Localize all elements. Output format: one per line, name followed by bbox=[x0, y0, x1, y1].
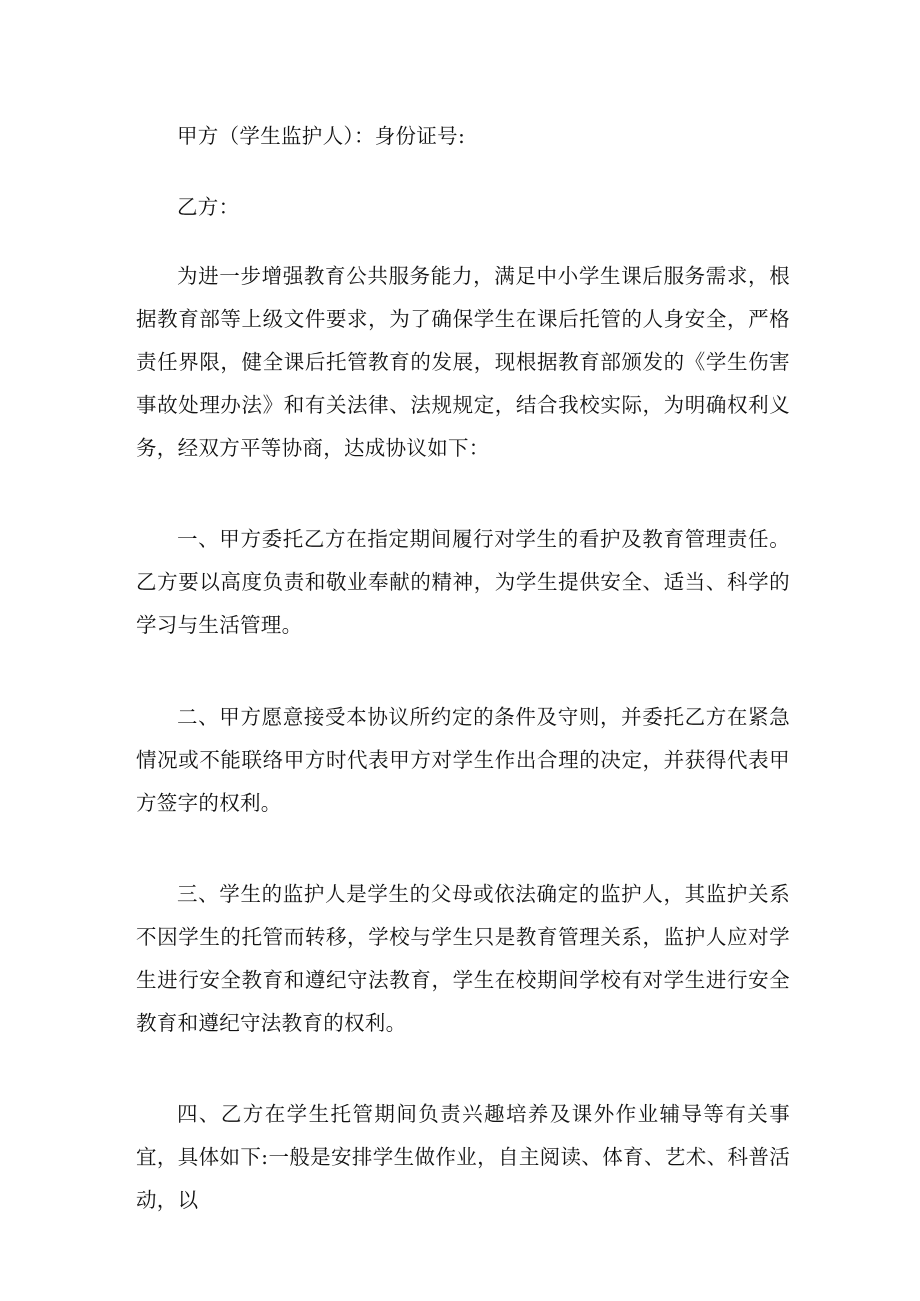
clause-4-paragraph: 四、乙方在学生托管期间负责兴趣培养及课外作业辅导等有关事宜，具体如下:一般是安排学生做作业，自主阅读、体育、艺术、科普活动，以 bbox=[136, 1102, 790, 1212]
clause-3-paragraph: 三、学生的监护人是学生的父母或依法确定的监护人，其监护关系不因学生的托管而转移，学校与学生只是教育管理关系，监护人应对学生进行安全教育和遵纪守法教育，学生在校期间学校有对学生进行安全教育和遵纪守法教育的权利。 bbox=[136, 882, 790, 1035]
intro-paragraph: 为进一步增强教育公共服务能力，满足中小学生课后服务需求，根据教育部等上级文件要求，为了确保学生在课后托管的人身安全，严格责任界限，健全课后托管教育的发展，现根据教育部颁发的《学生伤害事故处理办法》和有关法律、法规规定，结合我校实际，为明确权利义务，经双方平等协商，达成协议如下： bbox=[136, 264, 790, 460]
party-a-line: 甲方（学生监护人）：身份证号: bbox=[177, 124, 466, 148]
clause-2-paragraph: 二、甲方愿意接受本协议所约定的条件及守则，并委托乙方在紧急情况或不能联络甲方时代表甲方对学生作出合理的决定，并获得代表甲方签字的权利。 bbox=[136, 705, 790, 815]
clause-1-paragraph: 一、甲方委托乙方在指定期间履行对学生的看护及教育管理责任。乙方要以高度负责和敬业奉献的精神，为学生提供安全、适当、科学的学习与生活管理。 bbox=[136, 527, 790, 637]
party-b-line: 乙方： bbox=[177, 195, 240, 219]
